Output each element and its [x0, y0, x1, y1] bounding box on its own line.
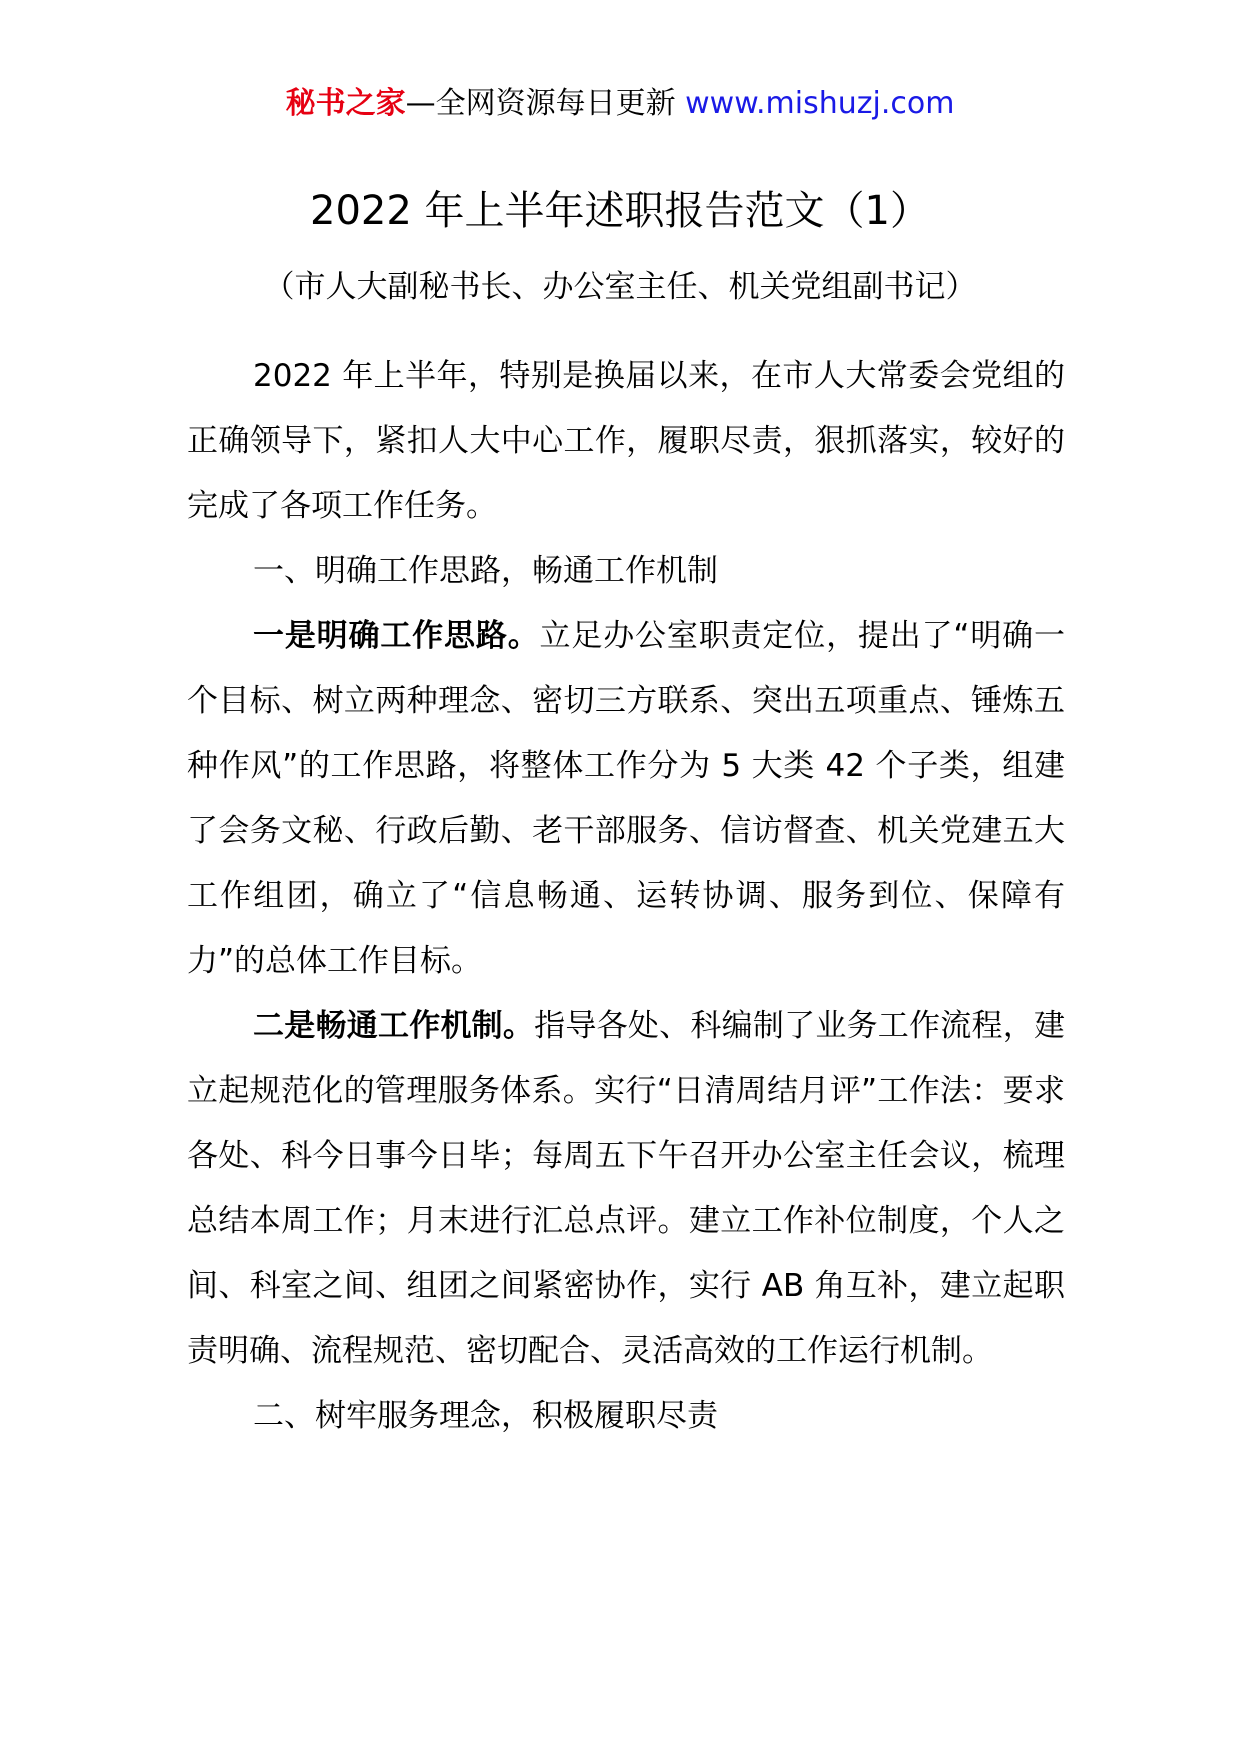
site-header: [0, 84, 1240, 124]
paragraph-2: [187, 994, 1065, 1384]
document-title: 2022 年上半年述职报告范文（1）: [310, 188, 930, 234]
section-heading-1: 一、明确工作思路，畅通工作机制: [253, 553, 718, 589]
document-subtitle: （市人大副秘书长、办公室主任、机关党组副书记）: [263, 269, 977, 305]
paragraph-2-text: 指导各处、科编制了业务工作流程，建立起规范化的管理服务体系。实行“日清周结月评”工作法：要求各处、科今日事今日毕；每周五下午召开办公室主任会议，梳理总结本周工作；月末进行汇总点评。建立工作补位制度，个人之间、科室之间、组团之间紧密协作，实行 AB 角互补，建立起职责明确、流程规范、密切配合、灵活高效的工作运行机制。: [187, 1008, 1066, 1369]
header-tagline: —全网资源每日更新: [405, 86, 686, 121]
paragraph-1-lead: 一是明确工作思路。: [253, 618, 540, 654]
paragraph-1-text: 立足办公室职责定位，提出了“明确一个目标、树立两种理念、密切三方联系、突出五项重点、锤炼五种作风”的工作思路，将整体工作分为 5 大类 42 个子类，组建了会务文秘、行政后勤、老干部服务、信访督查、机关党建五大工作组团，确立了“信息畅通、运转协调、服务到位、保障有力”的总体工作目标。: [187, 618, 1066, 979]
section-heading-2: 二、树牢服务理念，积极履职尽责: [253, 1398, 718, 1434]
paragraph-2-lead: 二是畅通工作机制。: [253, 1008, 535, 1044]
header-url[interactable]: www.mishuzj.com: [685, 86, 955, 121]
intro-paragraph: 2022 年上半年，特别是换届以来，在市人大常委会党组的正确领导下，紧扣人大中心工作，履职尽责，狠抓落实，较好的完成了各项工作任务。: [187, 358, 1065, 524]
paragraph-1: [187, 604, 1065, 994]
brand-name: 秘书之家: [285, 86, 406, 121]
document-body: [187, 344, 1065, 1449]
